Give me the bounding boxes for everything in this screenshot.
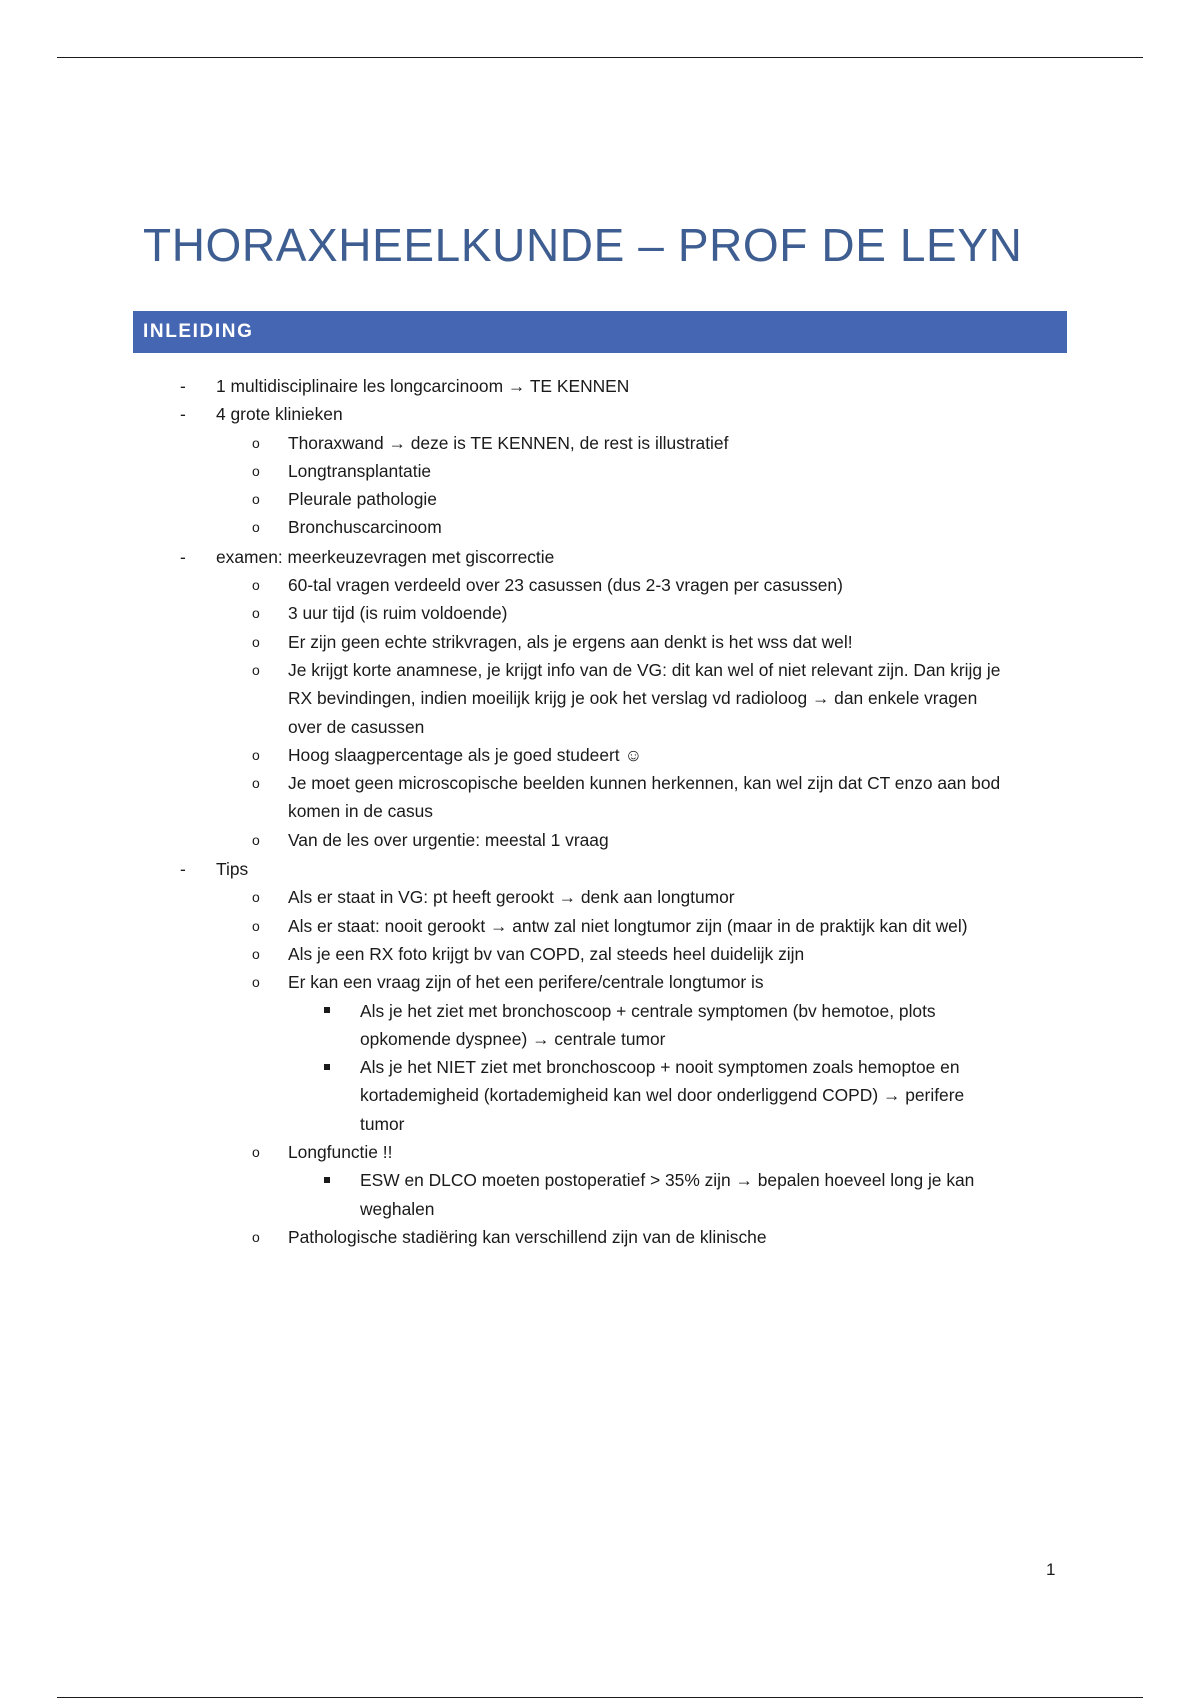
- circle-bullet: o: [252, 746, 260, 763]
- square-bullet-icon: [324, 1053, 330, 1081]
- circle-bullet: o: [252, 1144, 260, 1161]
- list-item-text: Van de les over urgentie: meestal 1 vraag: [288, 829, 609, 850]
- circle-bullet: o: [252, 1228, 260, 1245]
- circle-bullet: o: [252, 605, 260, 622]
- list-item-text-line: komen in de casus: [288, 801, 434, 822]
- header-rule: [57, 57, 1143, 58]
- list-item-text-line: kortademigheid (kortademigheid kan wel door onderliggend COPD) → perifere: [360, 1085, 965, 1106]
- list-item: [0, 855, 1200, 883]
- list-item-text: Thoraxwand → deze is TE KENNEN, de rest is illustratief: [288, 432, 729, 453]
- dash-bullet: -: [180, 376, 186, 396]
- list-item-text: Longtransplantatie: [288, 460, 432, 481]
- square-icon: [324, 1177, 330, 1183]
- list-item-text: Als er staat in VG: pt heeft gerookt → denk aan longtumor: [288, 887, 735, 908]
- page-number: 1: [1046, 1560, 1056, 1579]
- list-item: [0, 769, 1200, 826]
- square-bullet-icon: [324, 1166, 330, 1194]
- list-item-text: Als er staat: nooit gerookt → antw zal niet longtumor zijn (maar in de praktijk kan dit wel): [288, 915, 968, 936]
- section-title: INLEIDING: [143, 321, 254, 342]
- dash-bullet: -: [180, 404, 186, 425]
- list-item-text: Bronchuscarcinoom: [288, 517, 442, 538]
- list-item-text: Pathologische stadiëring kan verschillend zijn van de klinische: [288, 1226, 767, 1247]
- square-bullet-icon: [324, 997, 330, 1025]
- list-item-text-line: weghalen: [360, 1198, 435, 1219]
- square-icon: [324, 1064, 330, 1070]
- list-item: [0, 1166, 1200, 1223]
- list-item: [0, 826, 1200, 854]
- list-item: [0, 599, 1200, 627]
- list-item: [0, 997, 1200, 1054]
- list-item-text-line: Als je het NIET ziet met bronchoscoop + nooit symptomen zoals hemoptoe en: [360, 1057, 960, 1078]
- list-item: [0, 543, 1200, 571]
- list-item-text: Als je een RX foto krijgt bv van COPD, zal steeds heel duidelijk zijn: [288, 943, 805, 964]
- circle-bullet: o: [252, 917, 260, 934]
- circle-bullet: o: [252, 462, 260, 479]
- list-item: [0, 741, 1200, 769]
- list-item: [0, 1138, 1200, 1166]
- circle-bullet: o: [252, 491, 260, 508]
- list-item-text-line: Je moet geen microscopische beelden kunnen herkennen, kan wel zijn dat CT enzo aan bod: [288, 773, 1001, 794]
- list-item-text: 60-tal vragen verdeeld over 23 casussen (dus 2-3 vragen per casussen): [288, 575, 843, 596]
- list-item: [0, 940, 1200, 968]
- list-item-text: Hoog slaagpercentage als je goed studeert ☺: [288, 744, 643, 765]
- list-item-text-line: Als je het ziet met bronchoscoop + centrale symptomen (bv hemotoe, plots: [360, 1000, 936, 1021]
- list-item: [0, 968, 1200, 996]
- list-item: [0, 883, 1200, 911]
- list-item-text: 4 grote klinieken: [216, 404, 343, 425]
- list-item: [0, 571, 1200, 599]
- list-item-text-line: RX bevindingen, indien moeilijk krijg je ook het verslag vd radioloog → dan enkele vragen: [288, 688, 978, 709]
- list-item-text: Er zijn geen echte strikvragen, als je ergens aan denkt is het wss dat wel!: [288, 631, 853, 652]
- circle-bullet: o: [252, 974, 260, 991]
- list-item: [0, 912, 1200, 940]
- list-item-text-line: opkomende dyspnee) → centrale tumor: [360, 1028, 666, 1049]
- dash-bullet: -: [180, 859, 186, 880]
- list-item: [0, 400, 1200, 428]
- list-item-text-line: tumor: [360, 1113, 405, 1134]
- list-item: [0, 485, 1200, 513]
- list-item-text: examen: meerkeuzevragen met giscorrectie: [216, 546, 555, 567]
- list-item: [0, 457, 1200, 485]
- list-item-text: Er kan een vraag zijn of het een perifere/centrale longtumor is: [288, 972, 764, 993]
- list-item: [0, 513, 1200, 541]
- circle-bullet: o: [252, 889, 260, 906]
- dash-bullet: -: [180, 546, 186, 567]
- circle-bullet: o: [252, 831, 260, 848]
- list-item: [0, 429, 1200, 457]
- circle-bullet: o: [252, 945, 260, 962]
- section-header-bar: [133, 311, 1067, 353]
- list-item: [0, 372, 1200, 400]
- circle-bullet: o: [252, 661, 260, 678]
- list-item: [0, 1053, 1200, 1138]
- list-item-text-line: Je krijgt korte anamnese, je krijgt info van de VG: dit kan wel of niet relevant zijn. Dan krijg je: [288, 659, 1001, 680]
- circle-bullet: o: [252, 519, 260, 536]
- list-item-text: 3 uur tijd (is ruim voldoende): [288, 603, 508, 624]
- footer-rule: [57, 1697, 1143, 1698]
- circle-bullet: o: [252, 577, 260, 594]
- list-item-text-line: ESW en DLCO moeten postoperatief > 35% zijn → bepalen hoeveel long je kan: [360, 1170, 975, 1191]
- list-item-text: 1 multidisciplinaire les longcarcinoom → TE KENNEN: [216, 376, 630, 396]
- list-item-text: Tips: [216, 859, 249, 880]
- bullet-list: [0, 372, 1200, 1251]
- circle-bullet: o: [252, 633, 260, 650]
- document-title: THORAXHEELKUNDE – PROF DE LEYN: [143, 219, 1023, 271]
- list-item-text-line: over de casussen: [288, 716, 425, 737]
- list-item: [0, 628, 1200, 656]
- circle-bullet: o: [252, 434, 260, 451]
- list-item: [0, 1223, 1200, 1251]
- list-item: [0, 656, 1200, 741]
- circle-bullet: o: [252, 775, 260, 792]
- list-item-text: Longfunctie !!: [288, 1142, 393, 1163]
- list-item-text: Pleurale pathologie: [288, 489, 437, 510]
- square-icon: [324, 1007, 330, 1013]
